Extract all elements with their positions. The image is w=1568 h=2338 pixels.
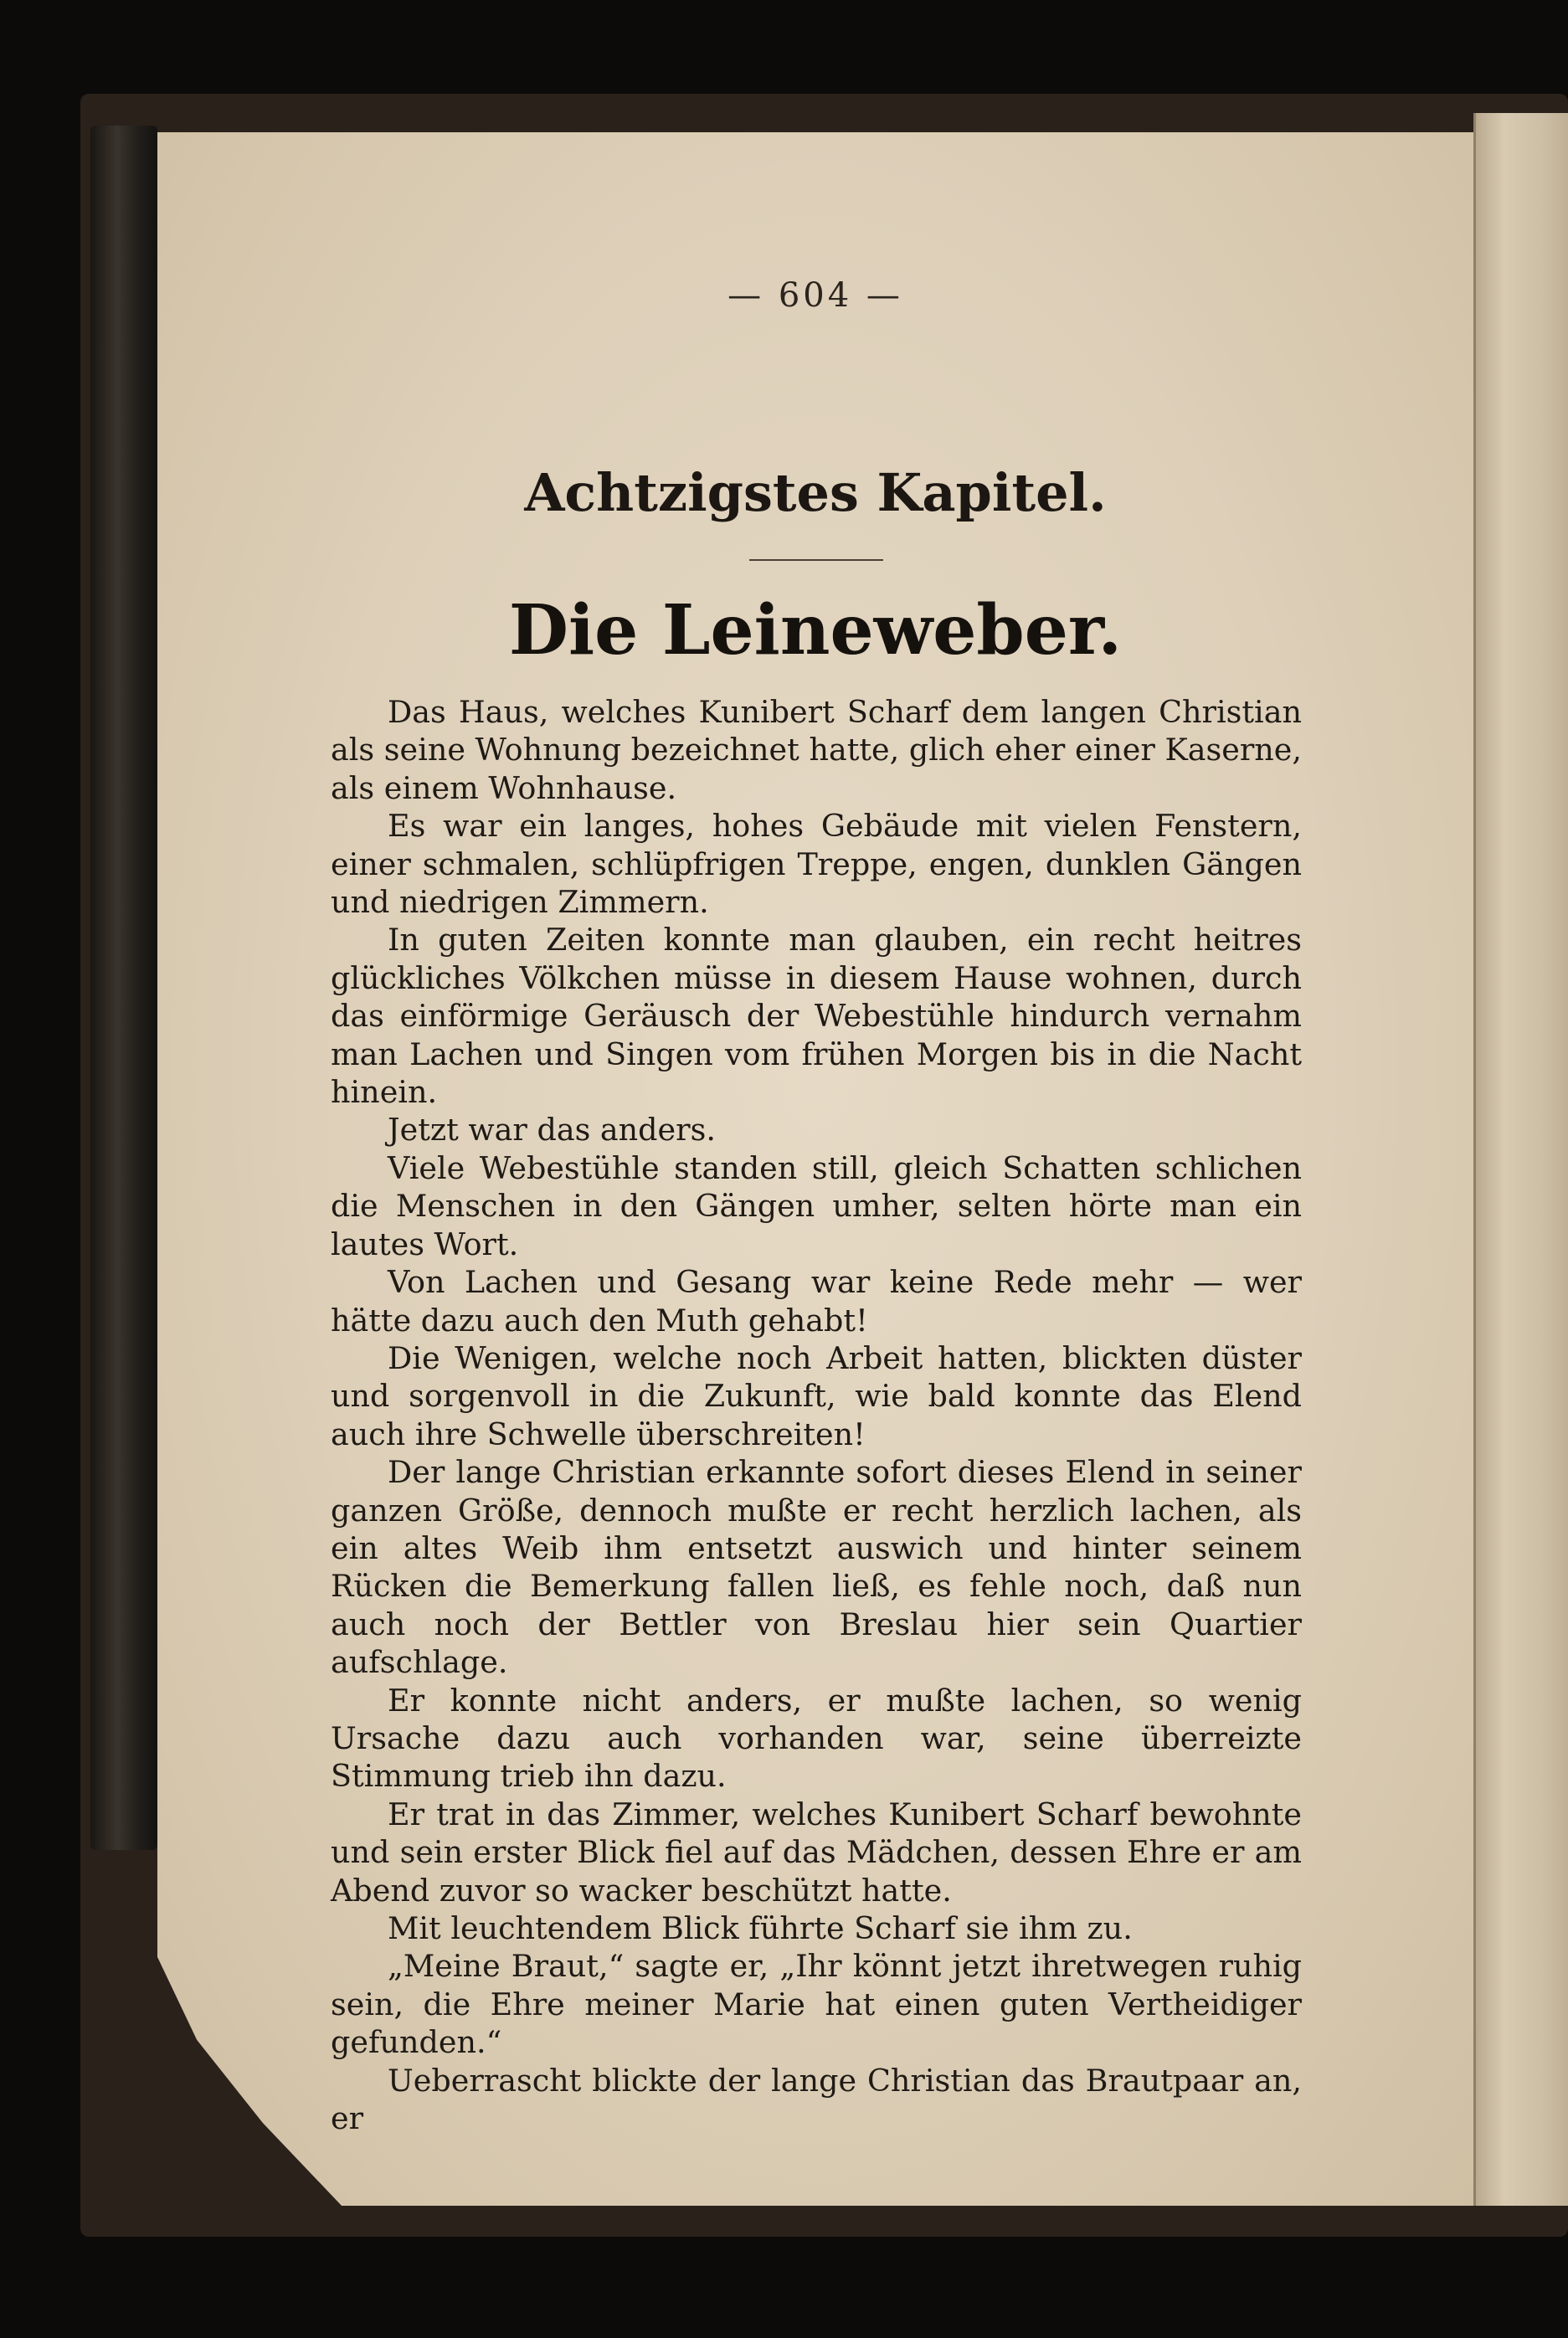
paragraph: Viele Webestühle standen still, gleich Schatten schlichen die Menschen in den Gängen umher, selten hörte man ein lautes Wort.	[331, 1149, 1302, 1262]
book-spine	[90, 126, 157, 1850]
paragraph: Ueberrascht blickte der lange Christian das Brautpaar an, er	[331, 2062, 1302, 2137]
chapter-title: Achtzigstes Kapitel.	[524, 462, 1107, 523]
paragraph: Er trat in das Zimmer, welches Kunibert Scharf bewohnte und sein erster Blick fiel auf das Mädchen, dessen Ehre er am Abend zuvor so wacker beschützt hatte.	[331, 1796, 1302, 1909]
section-title: Die Leineweber.	[508, 590, 1123, 671]
paragraph: Jetzt war das anders.	[388, 1112, 716, 1148]
paragraph: Das Haus, welches Kunibert Scharf dem langen Christian als seine Wohnung bezeichnet hatte, glich eher einer Kaserne, als einem Wohnhause.	[331, 694, 1302, 806]
paragraph: „Meine Braut,“ sagte er, „Ihr könnt jetzt ihretwegen ruhig sein, die Ehre meiner Marie hat einen guten Vertheidiger gefunden.“	[331, 1948, 1302, 2061]
paragraph: Der lange Christian erkannte sofort dieses Elend in seiner ganzen Größe, dennoch mußte er recht herzlich lachen, als ein altes Weib ihm entsetzt auswich und hinter seinem Rücken die Bemerkung fallen ließ, es fehle noch, daß nun auch noch der Bettler von Breslau hier sein Quartier aufschlage.	[331, 1454, 1302, 1681]
paragraph: In guten Zeiten konnte man glauben, ein recht heitres glückliches Völkchen müsse in diesem Hause wohnen, durch das einförmige Geräusch der Webestühle hindurch vernahm man Lachen und Singen vom frühen Morgen bis in die Nacht hinein.	[331, 922, 1302, 1111]
facing-page-edge	[1473, 113, 1568, 2206]
page-number: — 604 —	[727, 276, 903, 315]
paragraph: Von Lachen und Gesang war keine Rede mehr — wer hätte dazu auch den Muth gehabt!	[331, 1264, 1302, 1339]
paragraph: Mit leuchtendem Blick führte Scharf sie ihm zu.	[388, 1910, 1133, 1946]
paragraph: Er konnte nicht anders, er mußte lachen, so wenig Ursache dazu auch vorhanden war, seine überreizte Stimmung trieb ihn dazu.	[331, 1682, 1302, 1795]
paragraph: Es war ein langes, hohes Gebäude mit vielen Fenstern, einer schmalen, schlüpfrigen Treppe, engen, dunklen Gängen und niedrigen Zimmern.	[331, 808, 1302, 921]
body-text	[331, 693, 1302, 2137]
title-divider	[749, 559, 883, 561]
paragraph: Die Wenigen, welche noch Arbeit hatten, blickten düster und sorgenvoll in die Zukunft, wie bald konnte das Elend auch ihre Schwelle überschreiten!	[331, 1339, 1302, 1452]
